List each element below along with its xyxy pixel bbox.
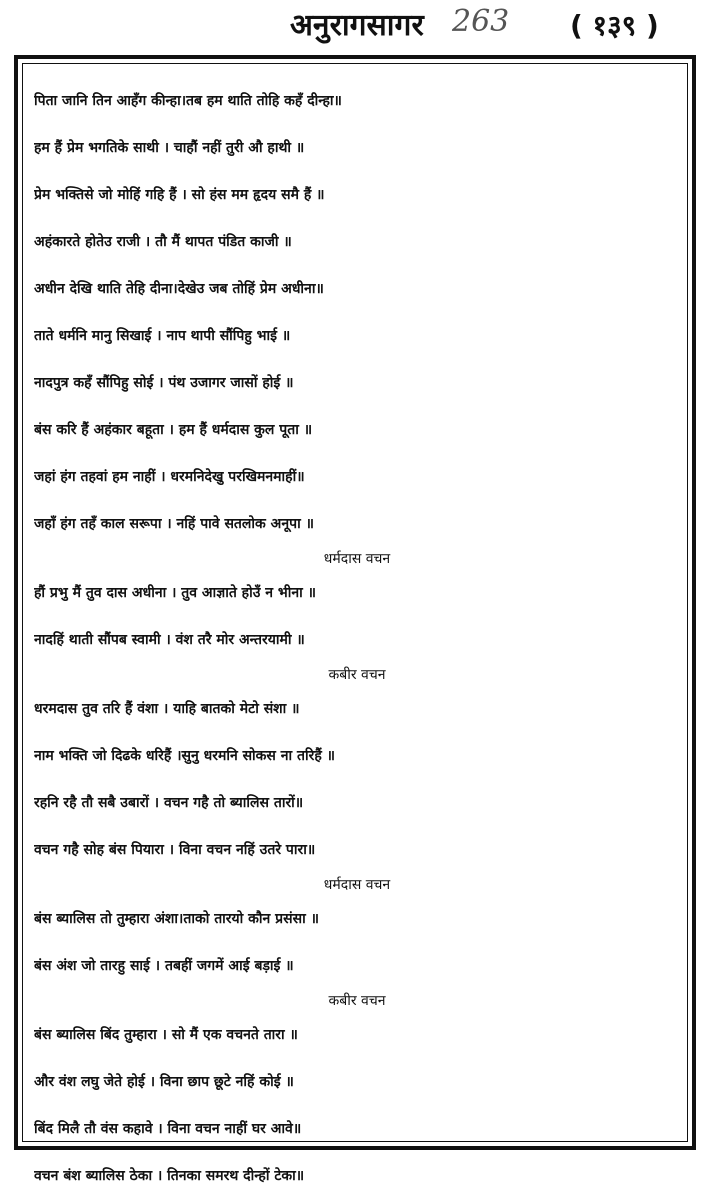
- verse-line: जहां हंग तहवां हम नाहीं । धरमनिदेखु परखिमनमाहीं॥: [34, 469, 305, 485]
- verse-line: हम हैं प्रेम भगतिके साथी । चाहौं नहीं तुरी औ हाथी ॥: [34, 140, 305, 156]
- verse-line: पिता जानि तिन आहँग कीन्हा।तब हम थाति तोहि कहँ दीन्हा॥: [34, 93, 342, 109]
- book-title: अनुरागसागर: [290, 8, 424, 43]
- verse-line: नादहिं थाती सौंपब स्वामी । वंश तरै मोर अन्तरयामी ॥: [34, 632, 305, 648]
- verse-section: [34, 548, 680, 664]
- page-header: [0, 0, 714, 52]
- verse-sections: [34, 78, 680, 1200]
- verse-line: वचन बंश ब्यालिस ठेका । तिनका समरथ दीन्हों टेका॥: [34, 1168, 305, 1184]
- verse-section: [34, 78, 680, 548]
- verse-line: अधीन देखि थाति तेहि दीना।देखेउ जब तोहिं प्रेम अधीना॥: [34, 281, 324, 297]
- verse-section: [34, 664, 680, 874]
- verse-line: प्रेम भक्तिसे जो मोहिं गहि हैं । सो हंस मम हृदय समै हैं ॥: [34, 187, 325, 203]
- verse-line: बंस ब्यालिस तो तुम्हारा अंशा।ताको तारयो कौन प्रसंसा ॥: [34, 911, 319, 927]
- verse-content: [34, 78, 680, 1200]
- verse-line: ताते धर्मनि मानु सिखाई । नाप थापी सौंपिहु भाई ॥: [34, 328, 291, 344]
- speaker-heading: कबीर वचन: [328, 667, 386, 683]
- verse-line: और वंश लघु जेते होई । विना छाप छूटे नहिं कोई ॥: [34, 1074, 294, 1090]
- verse-line: बिंद मिलै तौ वंस कहावे । विना वचन नाहीं घर आवे॥: [34, 1121, 302, 1137]
- speaker-heading: कबीर वचन: [328, 993, 386, 1009]
- verse-line: नाम भक्ति जो दिढके धरिहैं ।सुनु धरमनि सोकस ना तरिहैं ॥: [34, 748, 336, 764]
- verse-line: धरमदास तुव तरि हैं वंशा । याहि बातको मेटो संशा ॥: [34, 701, 300, 717]
- verse-section: [34, 990, 680, 1200]
- handwritten-page-number: 263: [452, 4, 510, 39]
- printed-page-number: ( १३९ ): [570, 9, 659, 42]
- speaker-heading: धर्मदास वचन: [323, 877, 391, 893]
- verse-line: बंस ब्यालिस बिंद तुम्हारा । सो मैं एक वचनते तारा ॥: [34, 1027, 298, 1043]
- speaker-heading: धर्मदास वचन: [323, 551, 391, 567]
- verse-line: बंस अंश जो तारहु साई । तबहीं जगमें आई बड़ाई ॥: [34, 958, 294, 974]
- verse-section: [34, 874, 680, 990]
- verse-line: रहनि रहै तौ सबै उबारों । वचन गहै तो ब्यालिस तारों॥: [34, 795, 304, 811]
- verse-line: जहाँ हंग तहँ काल सरूपा । नहिं पावे सतलोक अनूपा ॥: [34, 516, 314, 532]
- verse-line: बंस करि हैं अहंकार बहूता । हम हैं धर्मदास कुल पूता ॥: [34, 422, 313, 438]
- verse-line: अहंकारते होतेउ राजी । तौ मैं थापत पंडित काजी ॥: [34, 234, 292, 250]
- verse-line: नादपुत्र कहँ सौंपिहु सोई । पंथ उजागर जासों होई ॥: [34, 375, 294, 391]
- verse-line: हौं प्रभु मैं तुव दास अधीना । तुव आज्ञाते होउँ न भीना ॥: [34, 585, 317, 601]
- verse-line: वचन गहै सोह बंस पियारा । विना वचन नहिं उतरे पारा॥: [34, 842, 316, 858]
